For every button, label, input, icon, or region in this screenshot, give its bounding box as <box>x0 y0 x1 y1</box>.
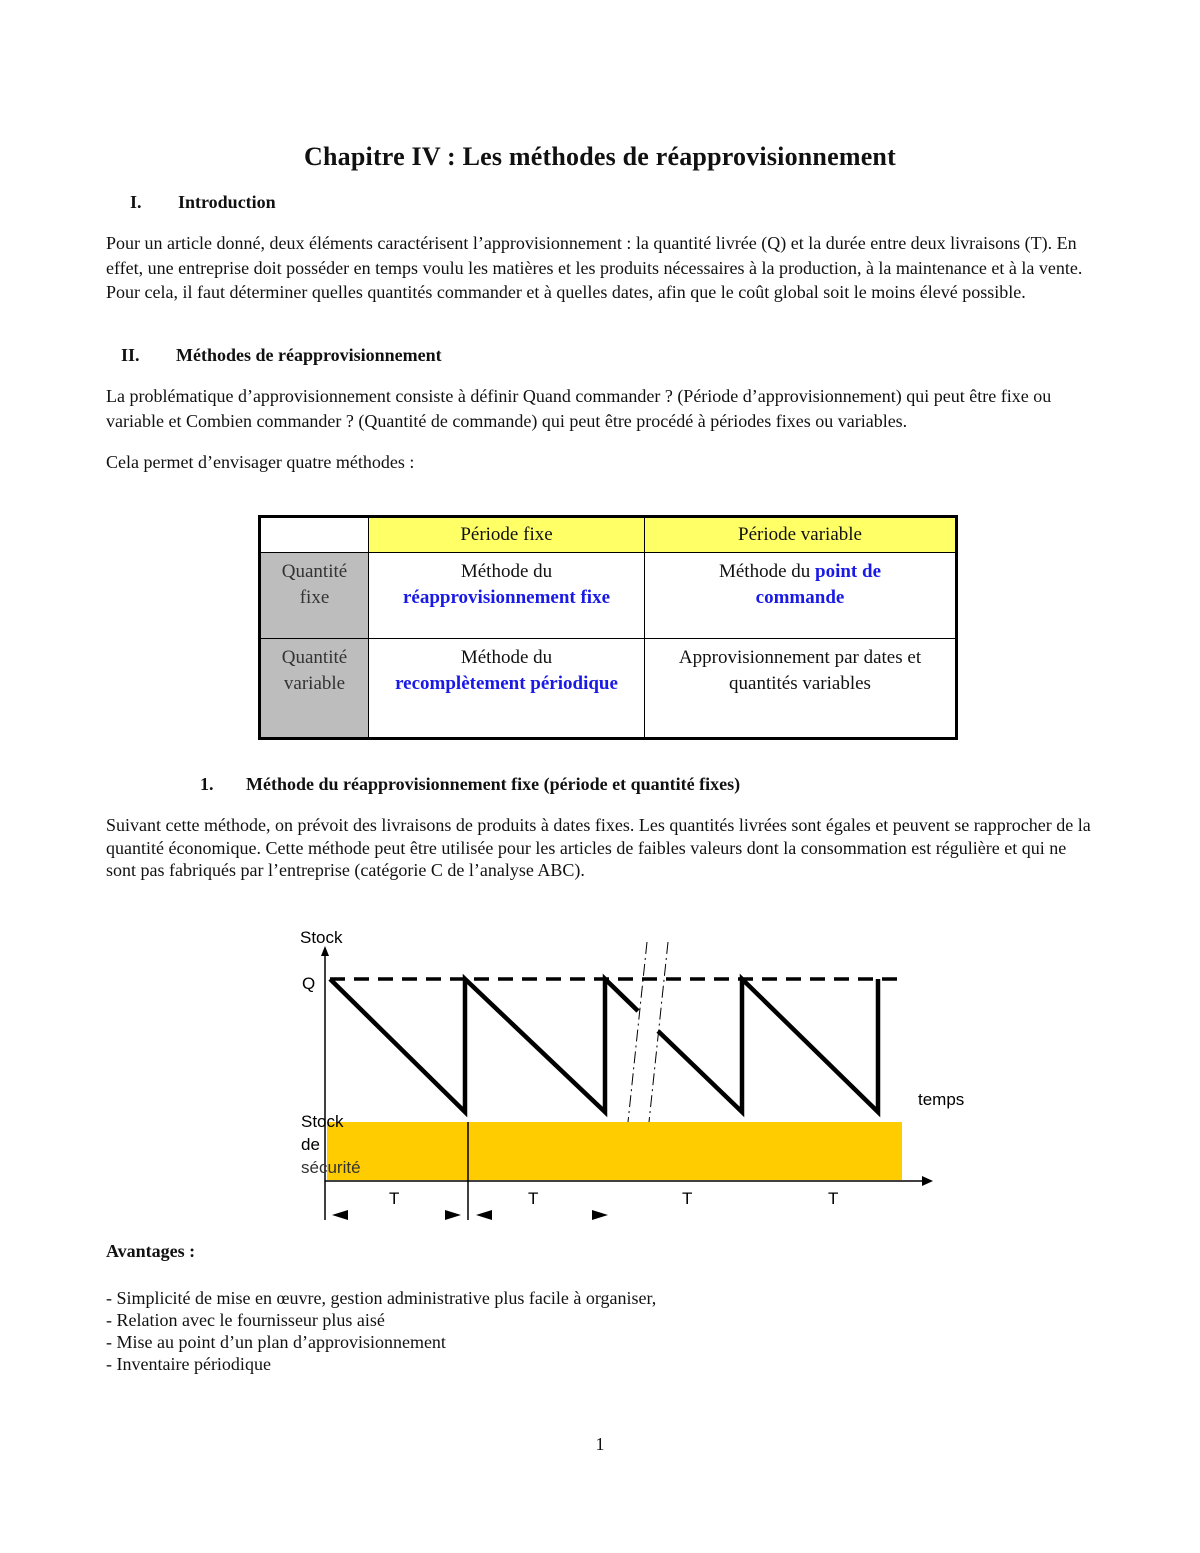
period-label: T <box>528 1189 539 1208</box>
period-arrow-right <box>445 1210 461 1220</box>
section-title: Méthode du réapprovisionnement fixe (période et quantité fixes) <box>246 774 741 794</box>
row-header-label: Quantité variable <box>281 647 348 694</box>
table-cell-variable-dates <box>645 639 957 739</box>
axis-break-mark <box>649 942 668 1122</box>
paragraph-four-methods: Cela permet d’envisager quatre méthodes : <box>106 452 415 472</box>
list-item: - Inventaire périodique <box>106 1354 271 1374</box>
section-heading-methods <box>121 345 442 366</box>
section-heading-fixed-method <box>200 774 740 795</box>
list-item: - Simplicité de mise en œuvre, gestion administrative plus facile à organiser, <box>106 1288 657 1308</box>
section-title: Méthodes de réapprovisionnement <box>176 345 442 365</box>
section-number: 1. <box>200 774 214 794</box>
paragraph-problematic: La problématique d’approvisionnement consiste à définir Quand commander ? (Période d’approvisionnement) qui peut être fixe ou variable et Combien commander ? (Quantité de commande) qui peut être procédé à périodes fixes ou variables. <box>106 386 1052 431</box>
advantages-list <box>106 1287 656 1375</box>
period-label: T <box>682 1189 693 1208</box>
table-corner-cell <box>260 517 369 553</box>
methods-table <box>258 515 958 740</box>
table-header-variable-period: Période variable <box>645 517 957 553</box>
row-header-label: Quantité fixe <box>281 561 348 608</box>
cell-text: Méthode du <box>718 561 816 582</box>
safety-stock-label: de <box>301 1135 320 1154</box>
table-cell-order-point <box>645 553 957 639</box>
period-arrow-left <box>332 1210 348 1220</box>
cell-method-name: recomplètement périodique <box>395 673 618 694</box>
table-row-header-fixed-quantity <box>260 553 369 639</box>
stock-sawtooth-diagram <box>290 920 980 1230</box>
list-item: - Mise au point d’un plan d’approvisionnement <box>106 1332 446 1352</box>
section-number: II. <box>121 345 140 365</box>
period-arrow-left <box>476 1210 492 1220</box>
table-cell-periodic-replenishment <box>369 639 645 739</box>
list-item: - Relation avec le fournisseur plus aisé <box>106 1310 385 1330</box>
period-label: T <box>389 1189 400 1208</box>
cell-text: Approvisionnement par dates et quantités variables <box>678 647 922 694</box>
page-number: 1 <box>595 1434 605 1454</box>
period-arrow-right <box>592 1210 608 1220</box>
cell-method-name: réapprovisionnement fixe <box>402 587 611 608</box>
cell-text: Méthode du <box>460 561 553 582</box>
stock-level-line <box>330 979 638 1112</box>
safety-stock-label: sécurité <box>301 1158 361 1177</box>
paragraph-introduction: Pour un article donné, deux éléments caractérisent l’approvisionnement : la quantité livrée (Q) et la durée entre deux livraisons (T). En effet, une entreprise doit posséder en temps voulu les matières et les produits nécessaires à la production, à la maintenance et à la vente. Pour cela, il faut déterminer quelles quantités commander et à quelles dates, afin que le coût global soit le moins élevé possible. <box>106 233 1083 302</box>
section-title: Introduction <box>178 192 276 212</box>
table-header-fixed-period: Période fixe <box>369 517 645 553</box>
section-number: I. <box>130 192 142 212</box>
page-title: Chapitre IV : Les méthodes de réapprovisionnement <box>304 142 896 171</box>
stock-level-line-continued <box>658 979 878 1112</box>
axis-break-mark <box>628 942 647 1122</box>
table-cell-fixed-reorder <box>369 553 645 639</box>
safety-stock-area <box>327 1122 902 1180</box>
advantages-title: Avantages : <box>106 1241 196 1261</box>
x-axis-label: temps <box>918 1090 965 1109</box>
cell-text: Méthode du <box>460 647 553 668</box>
x-axis-arrow <box>922 1176 933 1186</box>
paragraph-fixed-method: Suivant cette méthode, on prévoit des livraisons de produits à dates fixes. Les quantités livrées sont égales et peuvent se rapprocher de la quantité économique. Cette méthode peut être utilisée pour les articles de faibles valeurs dont la consommation est régulière et qui ne sont pas fabriqués par l’entreprise (catégorie C de l’analyse ABC). <box>106 815 1091 880</box>
safety-stock-label: Stock <box>301 1112 344 1131</box>
table-row-header-variable-quantity <box>260 639 369 739</box>
period-label: T <box>828 1189 839 1208</box>
q-label: Q <box>302 974 316 993</box>
section-heading-introduction <box>130 192 276 213</box>
cell-method-name: point de commande <box>755 561 882 608</box>
y-axis-label: Stock <box>300 928 343 947</box>
y-axis-arrow <box>321 946 329 956</box>
